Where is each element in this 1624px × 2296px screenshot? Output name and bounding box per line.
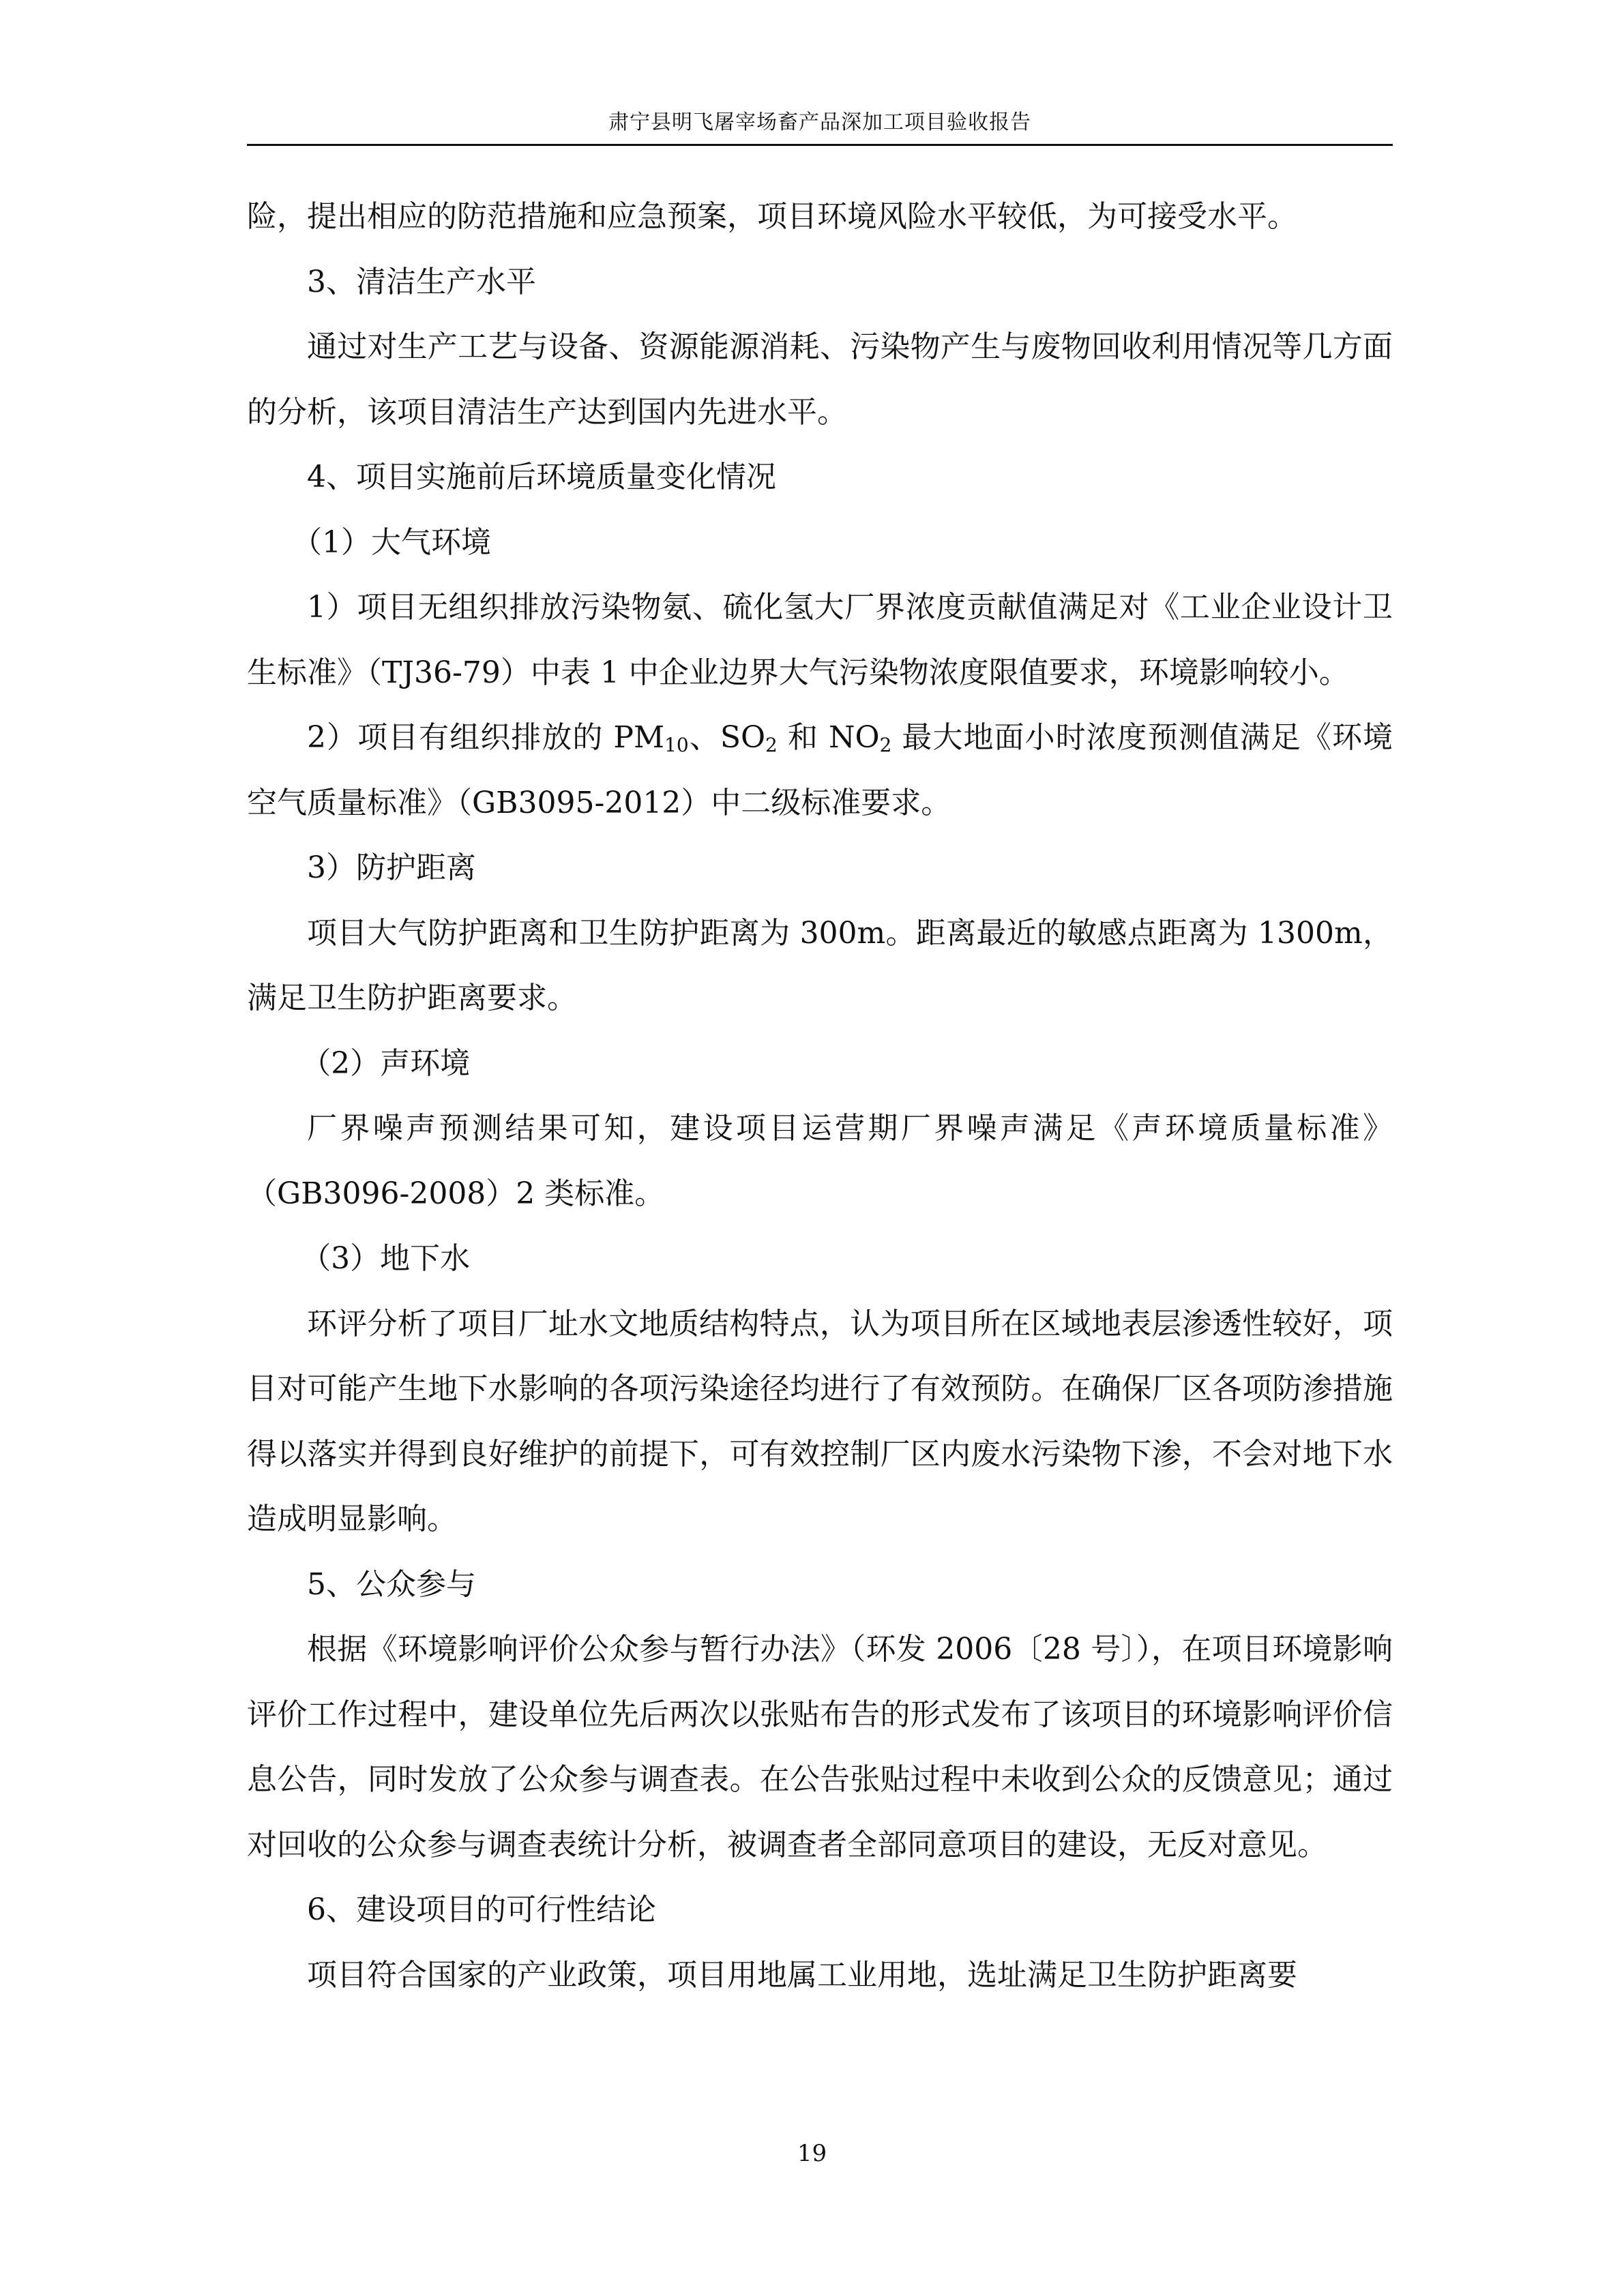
emission-text-d: 最大地面小时浓度预测值满足《环境空气质量标准》（GB3095-2012）中二级标准要求。 — [247, 720, 1393, 820]
heading-feasibility-conclusion: 6、建设项目的可行性结论 — [307, 1892, 656, 1927]
page-number: 19 — [797, 2140, 827, 2167]
emission-text-b: 、SO — [688, 720, 766, 755]
no-subscript: 2 — [879, 734, 892, 756]
heading-public-participation: 5、公众参与 — [307, 1566, 476, 1602]
paragraph-organized-emission — [247, 705, 1393, 835]
header-divider — [247, 144, 1393, 146]
pm-subscript: 10 — [664, 734, 689, 756]
paragraph-unorganized-emission: 1）项目无组织排放污染物氨、硫化氢大厂界浓度贡献值满足对《工业企业设计卫生标准》（TJ36-79）中表 1 中企业边界大气污染物浓度限值要求，环境影响较小。 — [247, 590, 1393, 690]
document-body — [247, 184, 1393, 2008]
heading-environment-quality-change: 4、项目实施前后环境质量变化情况 — [307, 460, 776, 494]
paragraph-clean-production: 通过对生产工艺与设备、资源能源消耗、污染物产生与废物回收利用情况等几方面的分析，该项目清洁生产达到国内先进水平。 — [247, 329, 1393, 430]
paragraph-risk-conclusion: 险，提出相应的防范措施和应急预案，项目环境风险水平较低，为可接受水平。 — [247, 199, 1297, 234]
heading-groundwater: （3）地下水 — [301, 1241, 471, 1276]
emission-text-a: 2）项目有组织排放的 PM — [307, 720, 665, 755]
heading-protection-distance: 3）防护距离 — [307, 850, 476, 885]
so-subscript: 2 — [765, 734, 778, 756]
paragraph-noise: 厂界噪声预测结果可知，建设项目运营期厂界噪声满足《声环境质量标准》（GB3096-2008）2 类标准。 — [247, 1111, 1393, 1211]
paragraph-feasibility: 项目符合国家的产业政策，项目用地属工业用地，选址满足卫生防护距离要 — [307, 1957, 1297, 1993]
heading-clean-production: 3、清洁生产水平 — [307, 264, 536, 299]
heading-atmosphere: （1）大气环境 — [292, 524, 491, 560]
heading-acoustic-environment: （2）声环境 — [301, 1045, 471, 1081]
paragraph-public-participation: 根据《环境影响评价公众参与暂行办法》（环发 2006〔28 号〕），在项目环境影响评价工作过程中，建设单位先后两次以张贴布告的形式发布了该项目的环境影响评价信息公告，同时发放了公众参与调查表。在公告张贴过程中未收到公众的反馈意见；通过对回收的公众参与调查表统计分析，被调查者全部同意项目的建设，无反对意见。 — [247, 1632, 1393, 1862]
running-header: 肃宁县明飞屠宰场畜产品深加工项目验收报告 — [608, 110, 1031, 134]
paragraph-protection-distance: 项目大气防护距离和卫生防护距离为 300m。距离最近的敏感点距离为 1300m，满足卫生防护距离要求。 — [247, 915, 1393, 1015]
emission-text-c: 和 NO — [777, 720, 880, 755]
paragraph-groundwater: 环评分析了项目厂址水文地质结构特点，认为项目所在区域地表层渗透性较好，项目对可能产生地下水影响的各项污染途径均进行了有效预防。在确保厂区各项防渗措施得以落实并得到良好维护的前提下，可有效控制厂区内废水污染物下渗，不会对地下水造成明显影响。 — [247, 1306, 1393, 1536]
